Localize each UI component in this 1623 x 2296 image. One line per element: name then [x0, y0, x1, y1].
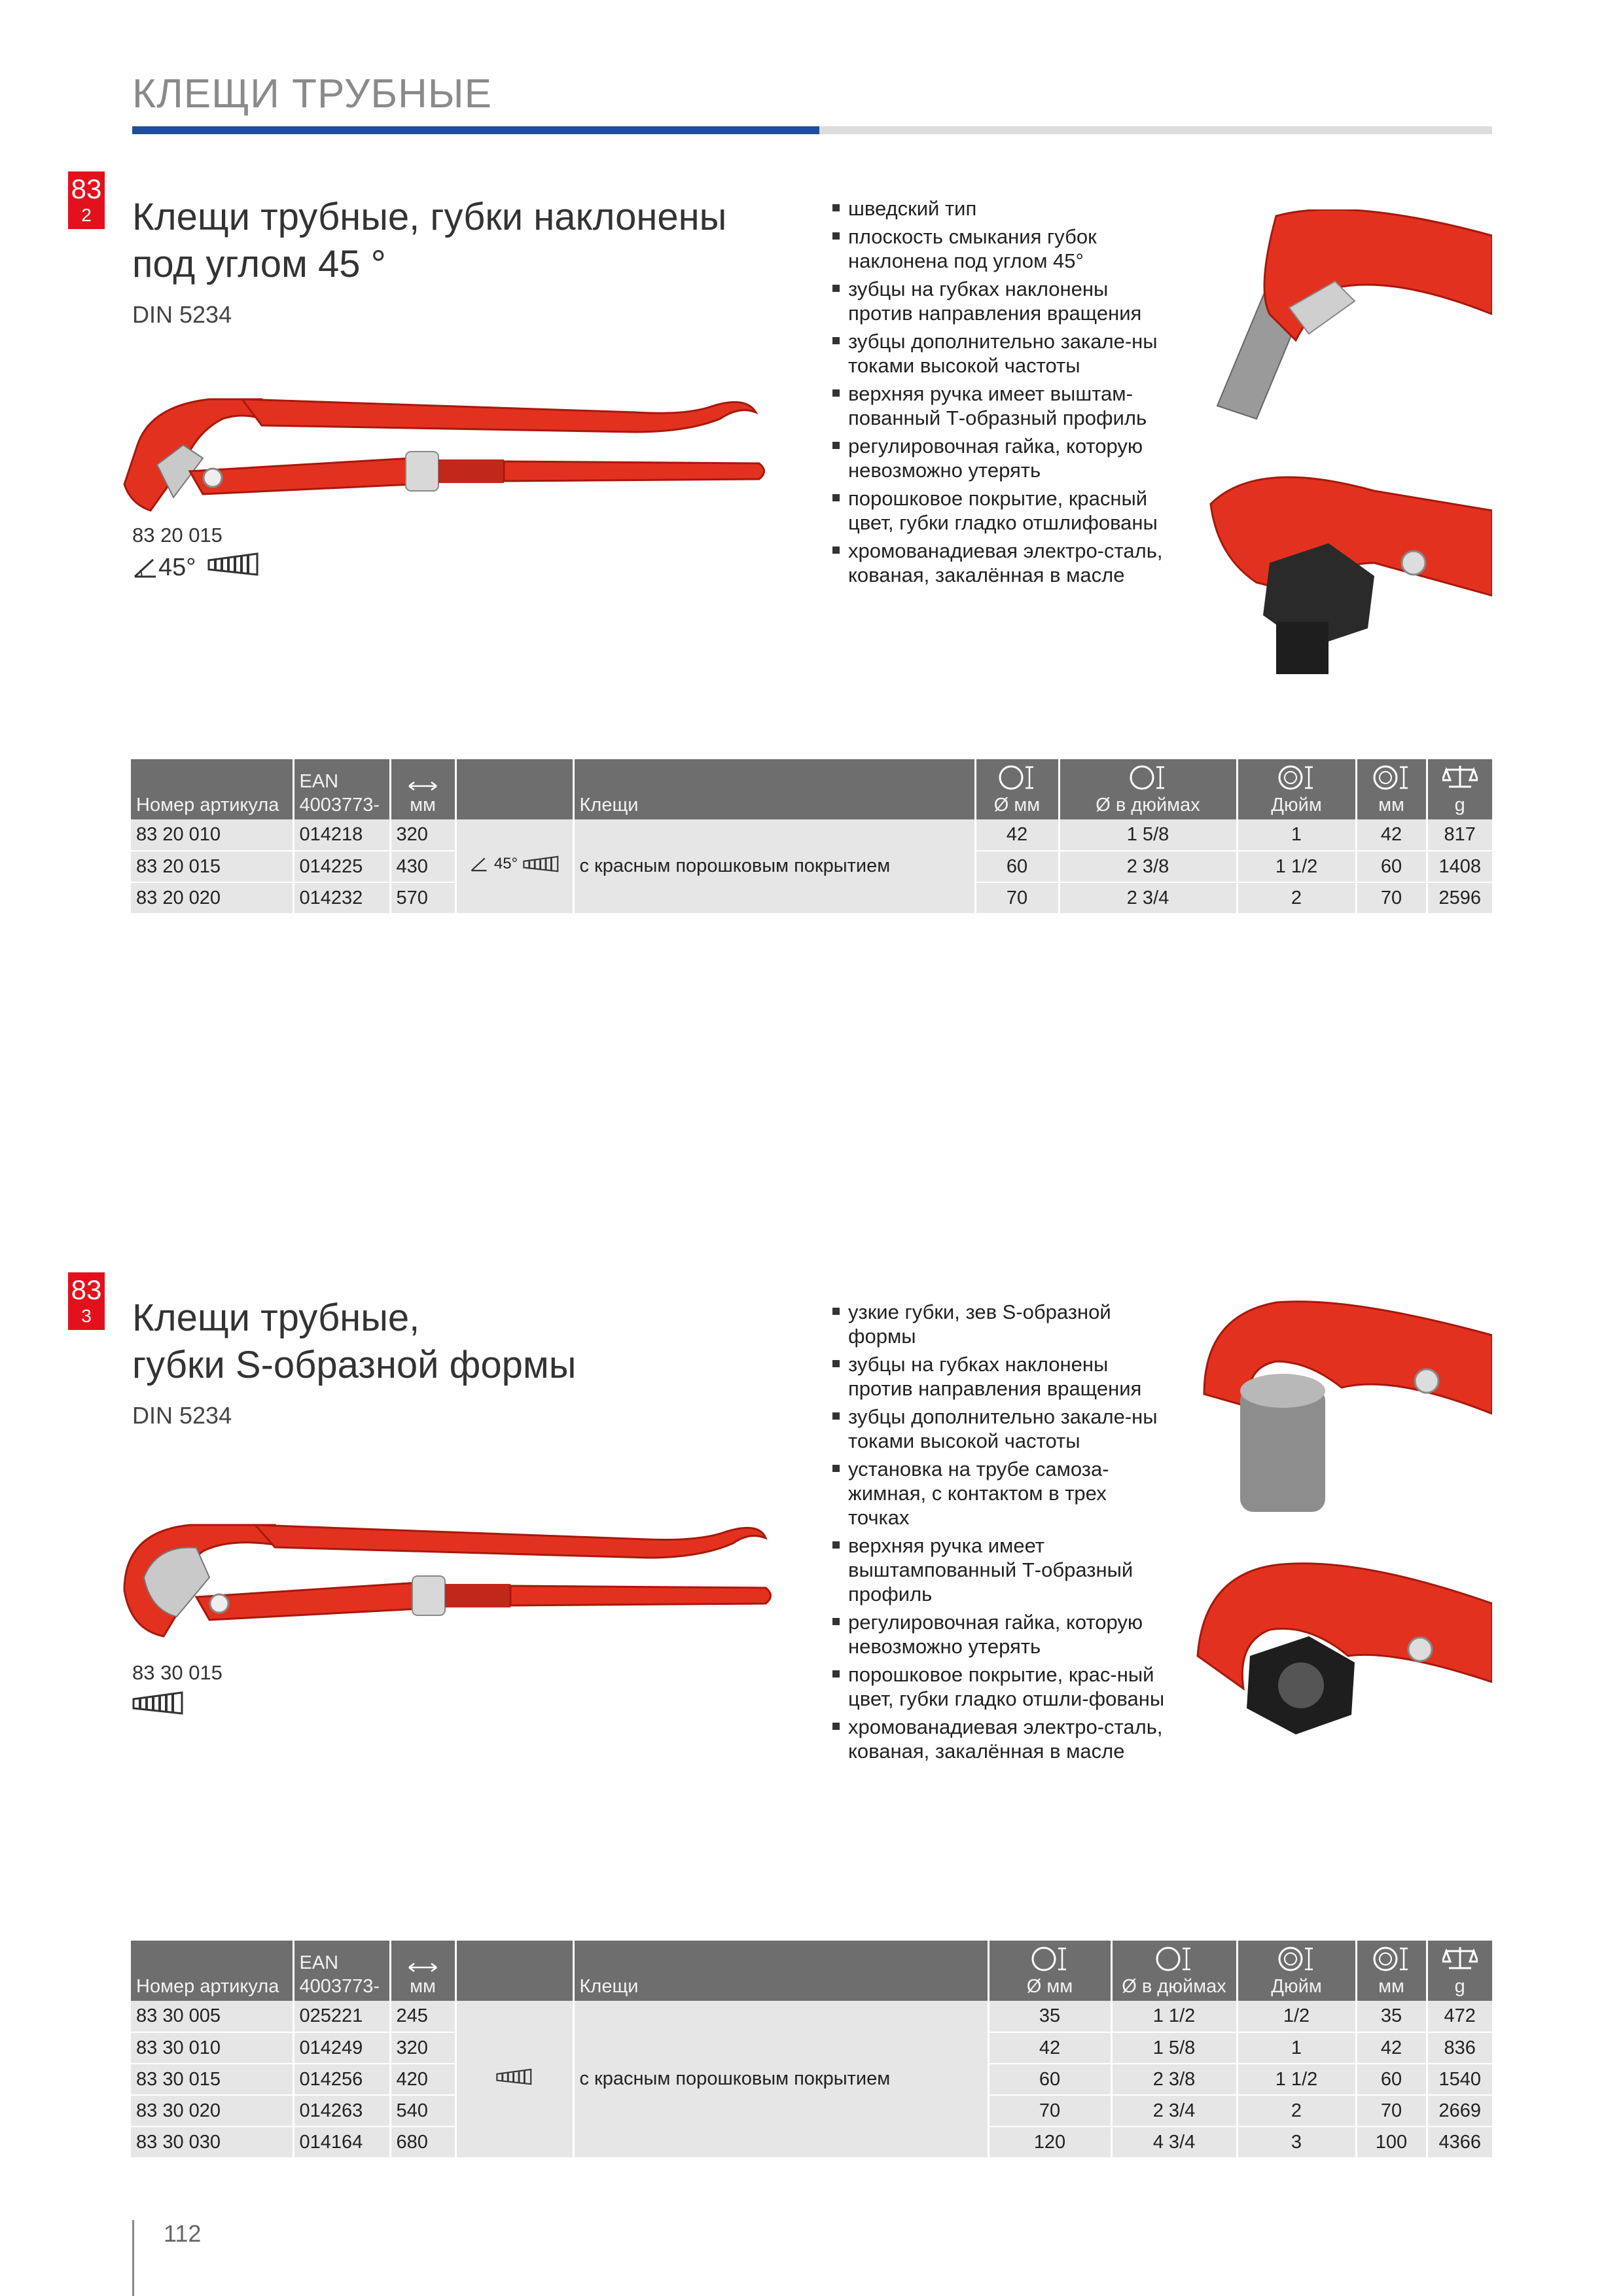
- col-article: Номер артикула: [131, 759, 293, 819]
- serrated-jaw-icon: [496, 2068, 533, 2086]
- col-length-label: мм: [410, 795, 436, 816]
- feature-item: хромованадиевая электро-сталь, кованая, закалённая в масле: [831, 1715, 1171, 1763]
- standard-label: DIN 5234: [132, 1402, 232, 1429]
- cell-inch: 1 1/2: [1237, 851, 1356, 882]
- col-weight: [1427, 1941, 1492, 2001]
- col-dia-mm-label: Ø мм: [993, 795, 1041, 816]
- cell-mm: 60: [1356, 2064, 1427, 2095]
- cell-mm: 100: [1356, 2126, 1427, 2158]
- cell-dia-mm: 35: [988, 2001, 1111, 2032]
- angle-45-icon: [132, 554, 196, 582]
- col-dia-in-label: Ø в дюймах: [1122, 1976, 1226, 1997]
- cell-inch: 1 1/2: [1237, 2064, 1356, 2095]
- cell-dia-mm: 70: [988, 2095, 1111, 2126]
- length-arrow-icon: [406, 1962, 439, 1973]
- pipe-wrench-45-image: [111, 386, 792, 530]
- cell-ean: 025221: [293, 2001, 390, 2032]
- spec-table-83-20: [131, 759, 1492, 914]
- cell-dia-in: 4 3/4: [1111, 2126, 1237, 2158]
- cell-pliers-desc: с красным порошковым покрытием: [573, 819, 975, 914]
- cell-length: 320: [390, 2032, 455, 2064]
- cell-weight: 2669: [1427, 2095, 1492, 2126]
- cell-ean: 014164: [293, 2126, 390, 2158]
- section-badge-sub: 3: [81, 1306, 92, 1326]
- header-rule-accent: [132, 126, 819, 134]
- section-badge-number: 83: [71, 1274, 102, 1305]
- cell-mm: 60: [1356, 851, 1427, 882]
- cell-inch: 1/2: [1237, 2001, 1356, 2032]
- nut-size-icon: [1368, 1945, 1414, 1973]
- pipe-thread-icon: [1274, 763, 1319, 792]
- col-weight-label: g: [1454, 795, 1465, 816]
- cell-dia-mm: 60: [975, 851, 1059, 882]
- feature-item: верхняя ручка имеет выштам-пованный Т-образный профиль: [831, 382, 1171, 430]
- col-length: [390, 1941, 455, 2001]
- col-inch-label: Дюйм: [1271, 1976, 1322, 1997]
- col-dia-mm-label: Ø мм: [1026, 1976, 1073, 1997]
- photo-wrench-on-bar: [1178, 209, 1492, 452]
- features-list: [831, 196, 1171, 591]
- cell-weight: 817: [1427, 819, 1492, 851]
- cell-ean: 014249: [293, 2032, 390, 2064]
- serrated-jaw-icon: [523, 855, 560, 873]
- symbol-row: [132, 1690, 185, 1723]
- section-badge-sub: 2: [81, 205, 92, 225]
- cell-mm: 70: [1356, 2095, 1427, 2126]
- angle-45-icon: [469, 855, 489, 872]
- cell-article: 83 30 015: [131, 2064, 293, 2095]
- cell-dia-mm: 42: [988, 2032, 1111, 2064]
- cell-dia-in: 2 3/8: [1111, 2064, 1237, 2095]
- cell-dia-in: 1 5/8: [1059, 819, 1237, 851]
- col-weight-label: g: [1454, 1976, 1465, 1997]
- photo-wrench-on-hex-nut: [1178, 1558, 1492, 1748]
- cell-mm: 70: [1356, 882, 1427, 914]
- cell-weight: 1408: [1427, 851, 1492, 882]
- cell-length: 430: [390, 851, 455, 882]
- section-badge: [68, 171, 105, 229]
- feature-item: плоскость смыкания губок наклонена под углом 45°: [831, 224, 1171, 273]
- cell-dia-mm: 70: [975, 882, 1059, 914]
- cell-length: 320: [390, 819, 455, 851]
- cell-dia-in: 2 3/4: [1111, 2095, 1237, 2126]
- standard-label: DIN 5234: [132, 301, 232, 328]
- cell-weight: 472: [1427, 2001, 1492, 2032]
- pipe-diameter-icon: [1027, 1945, 1073, 1973]
- feature-item: хромованадиевая электро-сталь, кованая, закалённая в масле: [831, 539, 1171, 587]
- col-inch: [1237, 1941, 1356, 2001]
- section-badge: [68, 1272, 105, 1330]
- col-ean: EAN 4003773-: [293, 1941, 390, 2001]
- cell-ean: 014256: [293, 2064, 390, 2095]
- feature-item: порошковое покрытие, крас-ный цвет, губки гладко отшли-фованы: [831, 1662, 1171, 1711]
- feature-item: регулировочная гайка, которую невозможно утерять: [831, 1610, 1171, 1659]
- pipe-thread-icon: [1274, 1945, 1319, 1973]
- cell-length: 245: [390, 2001, 455, 2032]
- cell-article: 83 20 010: [131, 819, 293, 851]
- feature-item: установка на трубе самоза-жимная, с контактом в трех точках: [831, 1457, 1171, 1530]
- cell-inch: 3: [1237, 2126, 1356, 2158]
- page-number: 112: [164, 2220, 202, 2247]
- cell-inch: 2: [1237, 882, 1356, 914]
- feature-item: зубцы дополнительно закале-ны токами высокой частоты: [831, 1405, 1171, 1453]
- cell-dia-in: 2 3/8: [1059, 851, 1237, 882]
- cell-length: 420: [390, 2064, 455, 2095]
- cell-article: 83 30 005: [131, 2001, 293, 2032]
- cell-dia-mm: 120: [988, 2126, 1111, 2158]
- cell-weight: 1540: [1427, 2064, 1492, 2095]
- product-title-line2: под углом 45 °: [132, 243, 386, 285]
- footer-rule: [132, 2220, 134, 2296]
- col-mm: [1356, 1941, 1427, 2001]
- cell-dia-in: 1 1/2: [1111, 2001, 1237, 2032]
- cell-mm: 35: [1356, 2001, 1427, 2032]
- photo-wrench-on-nut: [1178, 465, 1492, 681]
- col-length-label: мм: [410, 1976, 436, 1997]
- col-dia-mm: [975, 759, 1059, 819]
- article-label: 83 20 015: [132, 524, 223, 547]
- col-mm: [1356, 759, 1427, 819]
- cell-pliers-desc: с красным порошковым покрытием: [573, 2001, 988, 2158]
- cell-ean: 014232: [293, 882, 390, 914]
- col-mm-label: мм: [1378, 795, 1404, 816]
- serrated-jaw-icon: [207, 551, 260, 584]
- cell-article: 83 20 015: [131, 851, 293, 882]
- col-dia-in-label: Ø в дюймах: [1096, 795, 1200, 816]
- col-dia-in: [1111, 1941, 1237, 2001]
- pipe-wrench-s-type-image: [111, 1505, 792, 1649]
- col-dia-mm: [988, 1941, 1111, 2001]
- cell-length: 680: [390, 2126, 455, 2158]
- cell-angle: 45°: [493, 855, 518, 872]
- product-title-line1: Клещи трубные,: [132, 1297, 420, 1339]
- cell-inch: 2: [1237, 2095, 1356, 2126]
- col-article: Номер артикула: [131, 1941, 293, 2001]
- angle-label: 45°: [158, 553, 196, 581]
- feature-item: зубцы дополнительно закале-ны токами высокой частоты: [831, 329, 1171, 378]
- scale-weight-icon: [1442, 1945, 1478, 1973]
- section-badge-number: 83: [71, 173, 102, 204]
- scale-weight-icon: [1442, 763, 1478, 792]
- cell-ean: 014218: [293, 819, 390, 851]
- product-title-line1: Клещи трубные, губки наклонены: [132, 196, 727, 238]
- cell-inch: 1: [1237, 819, 1356, 851]
- header-rule: [132, 126, 1492, 134]
- table-header-row: [131, 1941, 1492, 2001]
- cell-article: 83 30 010: [131, 2032, 293, 2064]
- pipe-diameter-inch-icon: [1151, 1945, 1197, 1973]
- photo-wrench-on-pipe: [1178, 1296, 1492, 1518]
- product-title: [132, 1295, 576, 1389]
- pipe-diameter-icon: [994, 763, 1040, 792]
- cell-inch: 1: [1237, 2032, 1356, 2064]
- product-title-line2: губки S-образной формы: [132, 1344, 577, 1386]
- col-length: [390, 759, 455, 819]
- cell-dia-mm: 60: [988, 2064, 1111, 2095]
- serrated-jaw-icon: [132, 1690, 185, 1723]
- product-title: [132, 194, 726, 288]
- col-pliers: Клещи: [573, 1941, 988, 2001]
- cell-dia-mm: 42: [975, 819, 1059, 851]
- cell-symbols: [455, 2001, 573, 2158]
- col-ean: EAN 4003773-: [293, 759, 390, 819]
- feature-item: верхняя ручка имеет выштампованный Т-образный профиль: [831, 1534, 1171, 1606]
- cell-article: 83 30 020: [131, 2095, 293, 2126]
- col-dia-in: [1059, 759, 1237, 819]
- cell-length: 540: [390, 2095, 455, 2126]
- cell-ean: 014263: [293, 2095, 390, 2126]
- cell-dia-in: 2 3/4: [1059, 882, 1237, 914]
- col-inch-label: Дюйм: [1271, 795, 1322, 816]
- feature-item: узкие губки, зев S-образной формы: [831, 1300, 1171, 1348]
- feature-item: шведский тип: [831, 196, 1171, 221]
- cell-ean: 014225: [293, 851, 390, 882]
- col-weight: [1427, 759, 1492, 819]
- cell-article: 83 20 020: [131, 882, 293, 914]
- col-inch: [1237, 759, 1356, 819]
- cell-weight: 836: [1427, 2032, 1492, 2064]
- feature-item: зубцы на губках наклонены против направления вращения: [831, 1352, 1171, 1401]
- col-mm-label: мм: [1378, 1976, 1404, 1997]
- table-row: [131, 2001, 1492, 2032]
- symbol-row: [132, 551, 260, 584]
- cell-length: 570: [390, 882, 455, 914]
- table-header-row: [131, 759, 1492, 819]
- col-pliers: Клещи: [573, 759, 975, 819]
- length-arrow-icon: [406, 780, 439, 792]
- features-list: [831, 1300, 1171, 1767]
- pipe-diameter-inch-icon: [1125, 763, 1171, 792]
- cell-symbols: [455, 819, 573, 914]
- col-symbol: [455, 1941, 573, 2001]
- cell-mm: 42: [1356, 2032, 1427, 2064]
- feature-item: регулировочная гайка, которую невозможно утерять: [831, 434, 1171, 482]
- spec-table-83-30: [131, 1941, 1492, 2159]
- page-header: КЛЕЩИ ТРУБНЫЕ: [132, 71, 493, 117]
- cell-dia-in: 1 5/8: [1111, 2032, 1237, 2064]
- cell-weight: 4366: [1427, 2126, 1492, 2158]
- cell-mm: 42: [1356, 819, 1427, 851]
- cell-weight: 2596: [1427, 882, 1492, 914]
- feature-item: зубцы на губках наклонены против направления вращения: [831, 277, 1171, 325]
- feature-item: порошковое покрытие, красный цвет, губки гладко отшлифованы: [831, 486, 1171, 535]
- nut-size-icon: [1368, 763, 1414, 792]
- article-label: 83 30 015: [132, 1661, 223, 1684]
- cell-article: 83 30 030: [131, 2126, 293, 2158]
- table-row: [131, 819, 1492, 851]
- col-symbol: [455, 759, 573, 819]
